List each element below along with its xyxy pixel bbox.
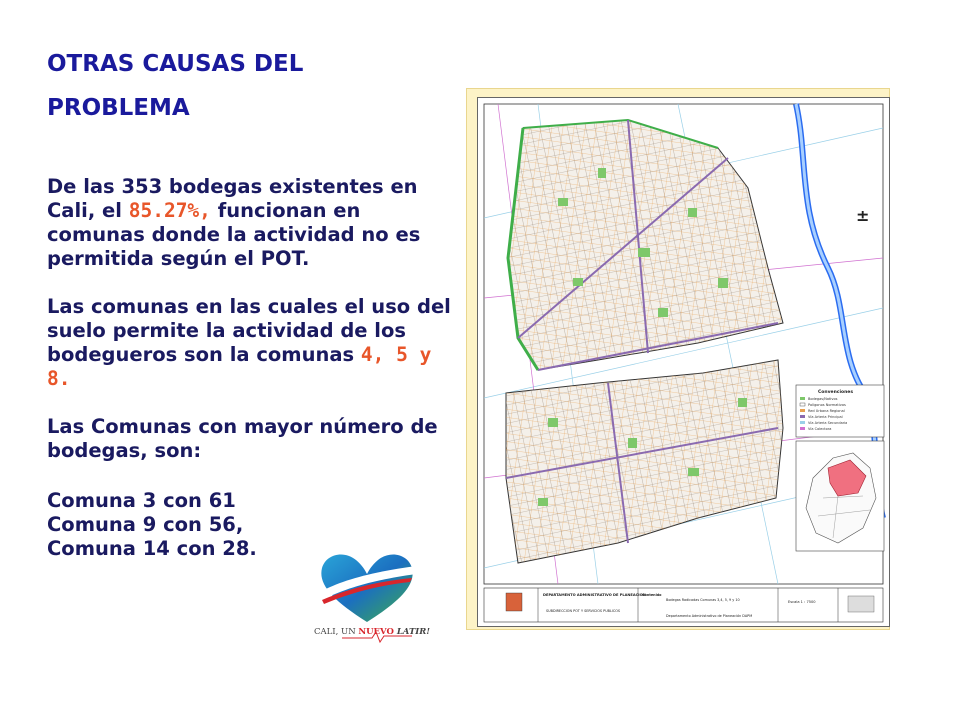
cali-heart-logo — [312, 548, 431, 644]
paragraph-bodegas — [47, 175, 457, 271]
text-span: Las comunas en las cuales el uso del suelo permite la actividad de los bodegueros son la comunas — [47, 295, 451, 366]
list-item: Comuna 3 con 61 — [47, 489, 236, 512]
highlight-comunas: 4, 5 y 8. — [47, 343, 432, 390]
legend-item: Vía Arteria Secundaria — [808, 421, 848, 425]
legend-title: Convenciones — [818, 390, 854, 395]
logo-text: CALI, UN NUEVO LATIR! — [314, 627, 431, 637]
footer-source: Departamento Administrativo de Planeación DAPM — [666, 614, 753, 618]
footer-contents-label: Contenido — [642, 593, 662, 597]
paragraph-mayor: Las Comunas con mayor número de bodegas, son: — [47, 415, 438, 462]
list-item: Comuna 14 con 28. — [47, 537, 257, 560]
legend-item: Bodegas/Nativos — [808, 397, 838, 401]
body-text — [47, 175, 457, 561]
paragraph-comunas — [47, 295, 457, 391]
map-image — [478, 98, 889, 626]
coat-of-arms-icon — [506, 593, 522, 611]
footer-logo-icon — [848, 596, 874, 612]
text-span: De las 353 bodegas existentes en Cali, el — [47, 175, 418, 222]
page-title: OTRAS CAUSAS DEL PROBLEMA — [47, 51, 304, 121]
footer-contents: Bodegas Radicadas Comunas 3,4, 5, 9 y 10 — [666, 598, 740, 602]
north-arrow-icon: ± — [856, 206, 870, 225]
map-panel — [477, 97, 890, 627]
legend-item: Vía Arteria Principal — [808, 415, 843, 419]
legend-item: Red Urbana Regional — [808, 409, 845, 413]
text-span: funcionan en comunas donde la actividad no es permitida según el POT. — [47, 199, 421, 270]
footer-scale: Escala 1 : 7500 — [788, 600, 816, 604]
footer-sub: SUBDIRECCION POT Y SERVICIOS PUBLICOS — [546, 609, 621, 613]
legend-item: Vía Colectora — [808, 427, 832, 431]
footer-dept: DEPARTAMENTO ADMINISTRATIVO DE PLANEACION — [543, 593, 646, 597]
highlight-percent: 85.27%, — [128, 199, 211, 222]
list-item: Comuna 9 con 56, — [47, 513, 244, 536]
legend-item: Polígonos Normativos — [808, 403, 846, 407]
